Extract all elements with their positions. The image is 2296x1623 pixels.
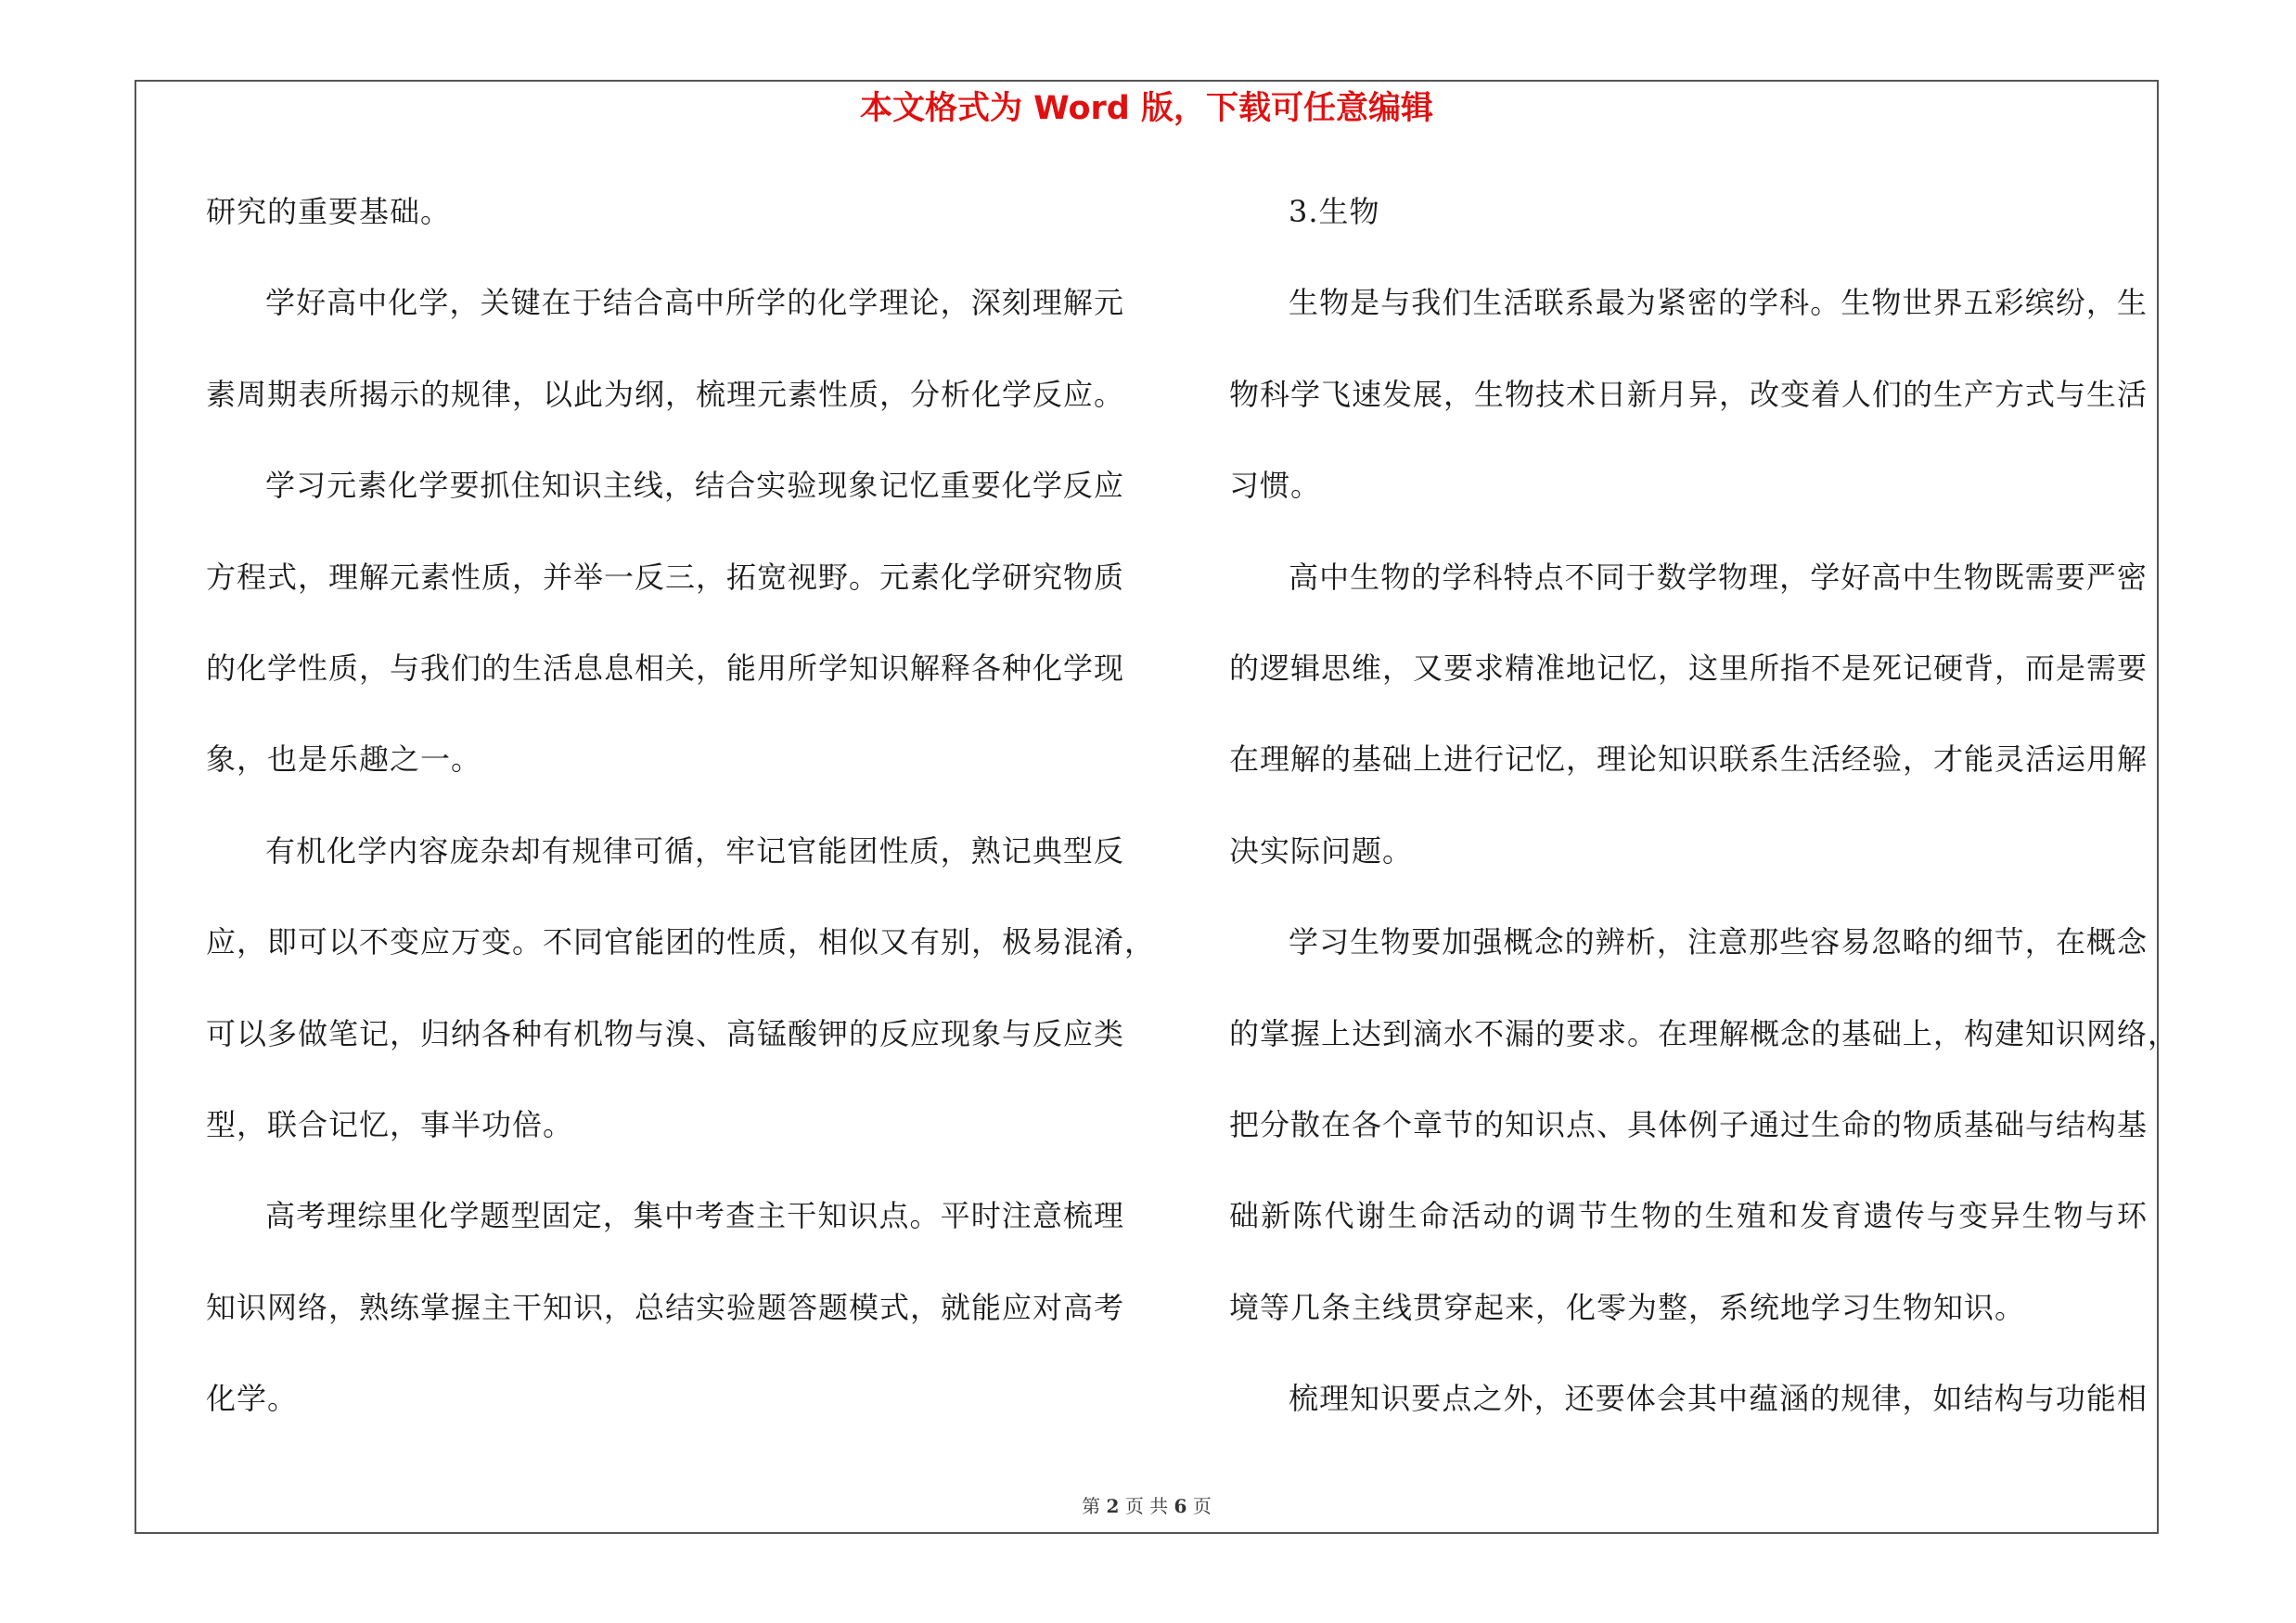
text-line: 把分散在各个章节的知识点、具体例子通过生命的物质基础与结构基 bbox=[1229, 1106, 2148, 1142]
footer-prefix: 第 bbox=[1082, 1495, 1101, 1517]
text-line: 高考理综里化学题型固定，集中考查主干知识点。平时注意梳理 bbox=[265, 1198, 1124, 1234]
text-line: 型，联合记忆，事半功倍。 bbox=[206, 1106, 574, 1142]
format-banner: 本文格式为 Word 版，下载可任意编辑 bbox=[859, 90, 1434, 127]
text-line: 础新陈代谢生命活动的调节生物的生殖和发育遗传与变异生物与环 bbox=[1229, 1198, 2148, 1234]
footer-current-page: 2 bbox=[1106, 1495, 1120, 1517]
text-line: 学好高中化学，关键在于结合高中所学的化学理论，深刻理解元 bbox=[265, 285, 1124, 321]
text-line: 境等几条主线贯穿起来，化零为整，系统地学习生物知识。 bbox=[1229, 1289, 2026, 1325]
text-line: 在理解的基础上进行记忆，理论知识联系生活经验，才能灵活运用解 bbox=[1229, 741, 2148, 778]
text-line: 的化学性质，与我们的生活息息相关，能用所学知识解释各种化学现 bbox=[206, 650, 1125, 686]
text-line: 有机化学内容庞杂却有规律可循，牢记官能团性质，熟记典型反 bbox=[265, 832, 1124, 869]
text-line: 学习元素化学要抓住知识主线，结合实验现象记忆重要化学反应 bbox=[265, 468, 1124, 504]
text-line: 应，即可以不变应万变。不同官能团的性质，相似又有别，极易混淆， bbox=[206, 924, 1156, 960]
text-line: 方程式，理解元素性质，并举一反三，拓宽视野。元素化学研究物质 bbox=[206, 559, 1125, 595]
text-line: 习惯。 bbox=[1229, 468, 1322, 504]
text-line: 决实际问题。 bbox=[1229, 832, 1414, 869]
text-line: 生物是与我们生活联系最为紧密的学科。生物世界五彩缤纷，生 bbox=[1289, 285, 2148, 321]
text-line: 素周期表所揭示的规律，以此为纲，梳理元素性质，分析化学反应。 bbox=[206, 376, 1125, 412]
text-line: 物科学飞速发展，生物技术日新月异，改变着人们的生产方式与生活 bbox=[1229, 376, 2148, 412]
text-line: 学习生物要加强概念的辨析，注意那些容易忽略的细节，在概念 bbox=[1289, 924, 2148, 960]
text-line: 的掌握上达到滴水不漏的要求。在理解概念的基础上，构建知识网络， bbox=[1229, 1015, 2179, 1051]
text-line: 3.生物 bbox=[1289, 194, 1380, 229]
left-column bbox=[206, 184, 1156, 1462]
right-column bbox=[1229, 184, 2179, 1462]
text-line: 高中生物的学科特点不同于数学物理，学好高中生物既需要严密 bbox=[1289, 559, 2148, 595]
text-line: 研究的重要基础。 bbox=[206, 194, 452, 229]
page-footer bbox=[135, 1492, 2159, 1520]
text-line: 梳理知识要点之外，还要体会其中蕴涵的规律，如结构与功能相 bbox=[1289, 1381, 2148, 1417]
text-line: 可以多做笔记，归纳各种有机物与溴、高锰酸钾的反应现象与反应类 bbox=[206, 1015, 1125, 1051]
text-line: 的逻辑思维，又要求精准地记忆，这里所指不是死记硬背，而是需要 bbox=[1229, 650, 2148, 686]
footer-total-pages: 6 bbox=[1174, 1495, 1187, 1517]
text-line: 知识网络，熟练掌握主干知识，总结实验题答题模式，就能应对高考 bbox=[206, 1289, 1125, 1325]
text-line: 化学。 bbox=[206, 1381, 299, 1417]
footer-middle: 页 共 bbox=[1124, 1495, 1169, 1517]
text-line: 象，也是乐趣之一。 bbox=[206, 741, 482, 778]
footer-suffix: 页 bbox=[1192, 1495, 1212, 1517]
